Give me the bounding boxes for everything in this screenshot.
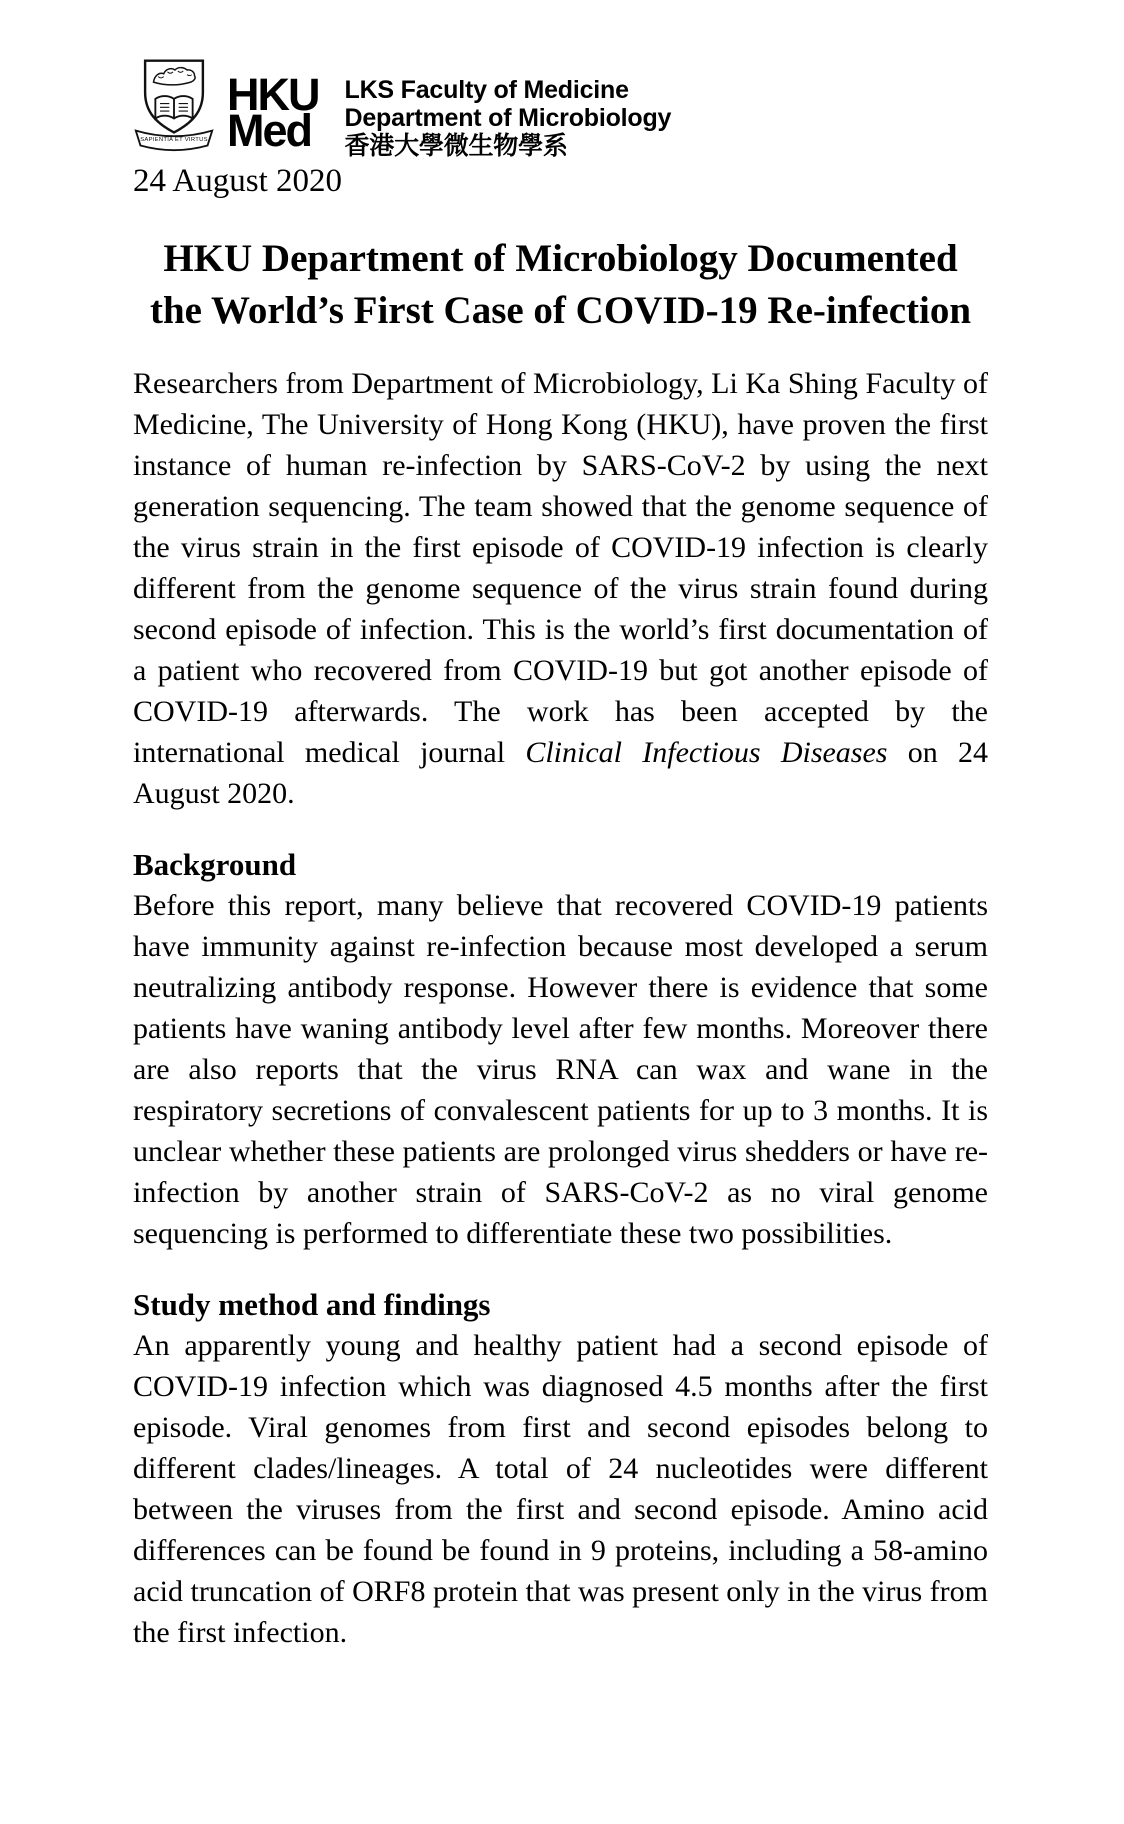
department-name: Department of Microbiology bbox=[344, 104, 672, 132]
title-line2: the World’s First Case of COVID-19 Re-infection bbox=[149, 289, 972, 332]
hku-crest-icon bbox=[133, 57, 215, 152]
faculty-name: LKS Faculty of Medicine bbox=[344, 76, 629, 104]
study-method-paragraph: An apparently young and healthy patient had a second episode of COVID-19 infection which was diagnosed 4.5 months after the first episode. Viral genomes from first and second episodes belong to different clades/lineages. A total of 24 nucleotides were different between the viruses from the first and second episode. Amino acid differences can be found be found in 9 proteins, including a 58-amino acid truncation of ORF8 protein that was present only in the virus from the first infection. bbox=[133, 1329, 988, 1649]
press-release-title bbox=[133, 233, 988, 337]
document-date: 24 August 2020 bbox=[133, 163, 343, 199]
department-name-chinese: 香港大學微生物學系 bbox=[344, 132, 568, 160]
study-method-heading: Study method and findings bbox=[133, 1287, 491, 1322]
background-paragraph: Before this report, many believe that recovered COVID-19 patients have immunity against re-infection because most developed a serum neutralizing antibody response. However there is evidence that some patients have waning antibody level after few months. Moreover there are also reports that the virus RNA can wax and wane in the respiratory secretions of convalescent patients for up to 3 months. It is unclear whether these patients are prolonged virus shedders or have re-infection by another strain of SARS-CoV-2 as no viral genome sequencing is performed to differentiate these two possibilities. bbox=[133, 889, 988, 1250]
journal-name: Clinical Infectious Diseases bbox=[525, 736, 888, 769]
wordmark-line1: HKU bbox=[227, 69, 319, 120]
wordmark-line2: Med bbox=[227, 105, 311, 156]
intro-text-before-journal: Researchers from Department of Microbiology, Li Ka Shing Faculty of Medicine, The University of Hong Kong (HKU), have proven the first instance of human re-infection by SARS-CoV-2 by using the next generation sequencing. The team showed that the genome sequence of the virus strain in the first episode of COVID-19 infection is clearly different from the genome sequence of the virus strain found during second episode of infection. This is the world’s first documentation of a patient who recovered from COVID-19 but got another episode of COVID-19 afterwards. The work has been accepted by the international medical journal bbox=[133, 367, 988, 769]
hkumed-wordmark bbox=[227, 57, 319, 156]
intro-paragraph bbox=[133, 363, 988, 814]
title-line1: HKU Department of Microbiology Documented bbox=[163, 237, 958, 280]
intro-text-after-journal: on 24 August 2020. bbox=[133, 736, 989, 810]
faculty-block bbox=[345, 57, 672, 160]
background-heading: Background bbox=[133, 847, 297, 882]
crest-motto: SAPIENTIA ET VIRTUS bbox=[140, 136, 208, 143]
hku-med-logo bbox=[133, 57, 988, 160]
